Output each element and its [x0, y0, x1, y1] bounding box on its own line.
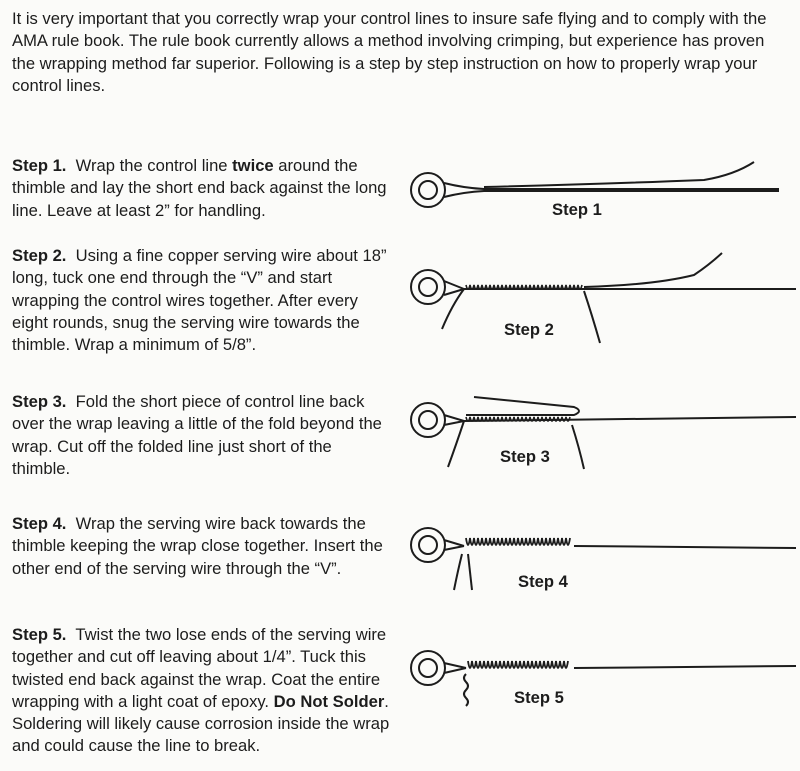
step-label: Step 1.: [12, 156, 67, 175]
thimble-line-illustration: [404, 150, 800, 230]
step-label: Step 3.: [12, 392, 67, 411]
figure-caption: Step 1: [552, 200, 602, 219]
step-emphasis: twice: [232, 156, 274, 175]
figure-caption: Step 5: [514, 688, 564, 707]
figure-caption: Step 4: [518, 572, 568, 591]
figure-caption: Step 3: [500, 447, 550, 466]
figure-caption: Step 2: [504, 320, 554, 339]
step-1-text: [12, 155, 392, 222]
step-2-text: [12, 245, 392, 356]
step-4-text: [12, 513, 392, 580]
step-emphasis: Do Not Solder: [273, 691, 385, 711]
step-label: Step 2.: [12, 246, 67, 265]
step-text: Wrap the serving wire back towards the thimble keeping the wrap close together. Insert the other end of the serving wire through the “V”.: [12, 514, 383, 578]
thimble-line-illustration: [404, 630, 800, 710]
step-5-text: [12, 624, 392, 758]
step-3-text: [12, 391, 392, 480]
step-label: Step 5.: [12, 625, 67, 644]
thimble-line-illustration: [404, 510, 800, 600]
figure-step-1: [404, 150, 800, 260]
figure-step-4: [404, 510, 800, 620]
step-text: Twist the two lose ends of the serving wire together and cut off leaving about 1/4”. Tuck this twisted end back against the wrap. Coat the entire wrapping with a light coat of epoxy.: [12, 625, 387, 711]
step-label: Step 4.: [12, 514, 67, 533]
step-text: . Soldering will likely cause corrosion inside the wrap and could cause the line to break.: [12, 691, 390, 756]
intro-paragraph: It is very important that you correctly wrap your control lines to insure safe flying and to comply with the AMA rule book. The rule book currently allows a method involving crimping, but experience has proven the wrapping method far superior. Following is a step by step instruction on how to properly wrap your control lines.: [12, 9, 767, 95]
figure-step-5: [404, 630, 800, 740]
step-text: Wrap the control line: [75, 156, 233, 175]
figure-step-3: [404, 385, 800, 495]
figure-step-2: [404, 245, 800, 355]
step-text: Fold the short piece of control line back over the wrap leaving a little of the fold beyond the wrap. Cut off the folded line just short of the thimble.: [12, 392, 382, 478]
thimble-line-illustration: [404, 245, 800, 345]
thimble-line-illustration: [404, 385, 800, 475]
step-text: Using a fine copper serving wire about 18” long, tuck one end through the “V” and start wrapping the control wires together. After every eight rounds, snug the serving wire towards the thimble. Wrap a minimum of 5/8”.: [12, 246, 387, 355]
step-text: around the thimble and lay the short end back against the long line. Leave at least 2” for handling.: [12, 156, 387, 220]
